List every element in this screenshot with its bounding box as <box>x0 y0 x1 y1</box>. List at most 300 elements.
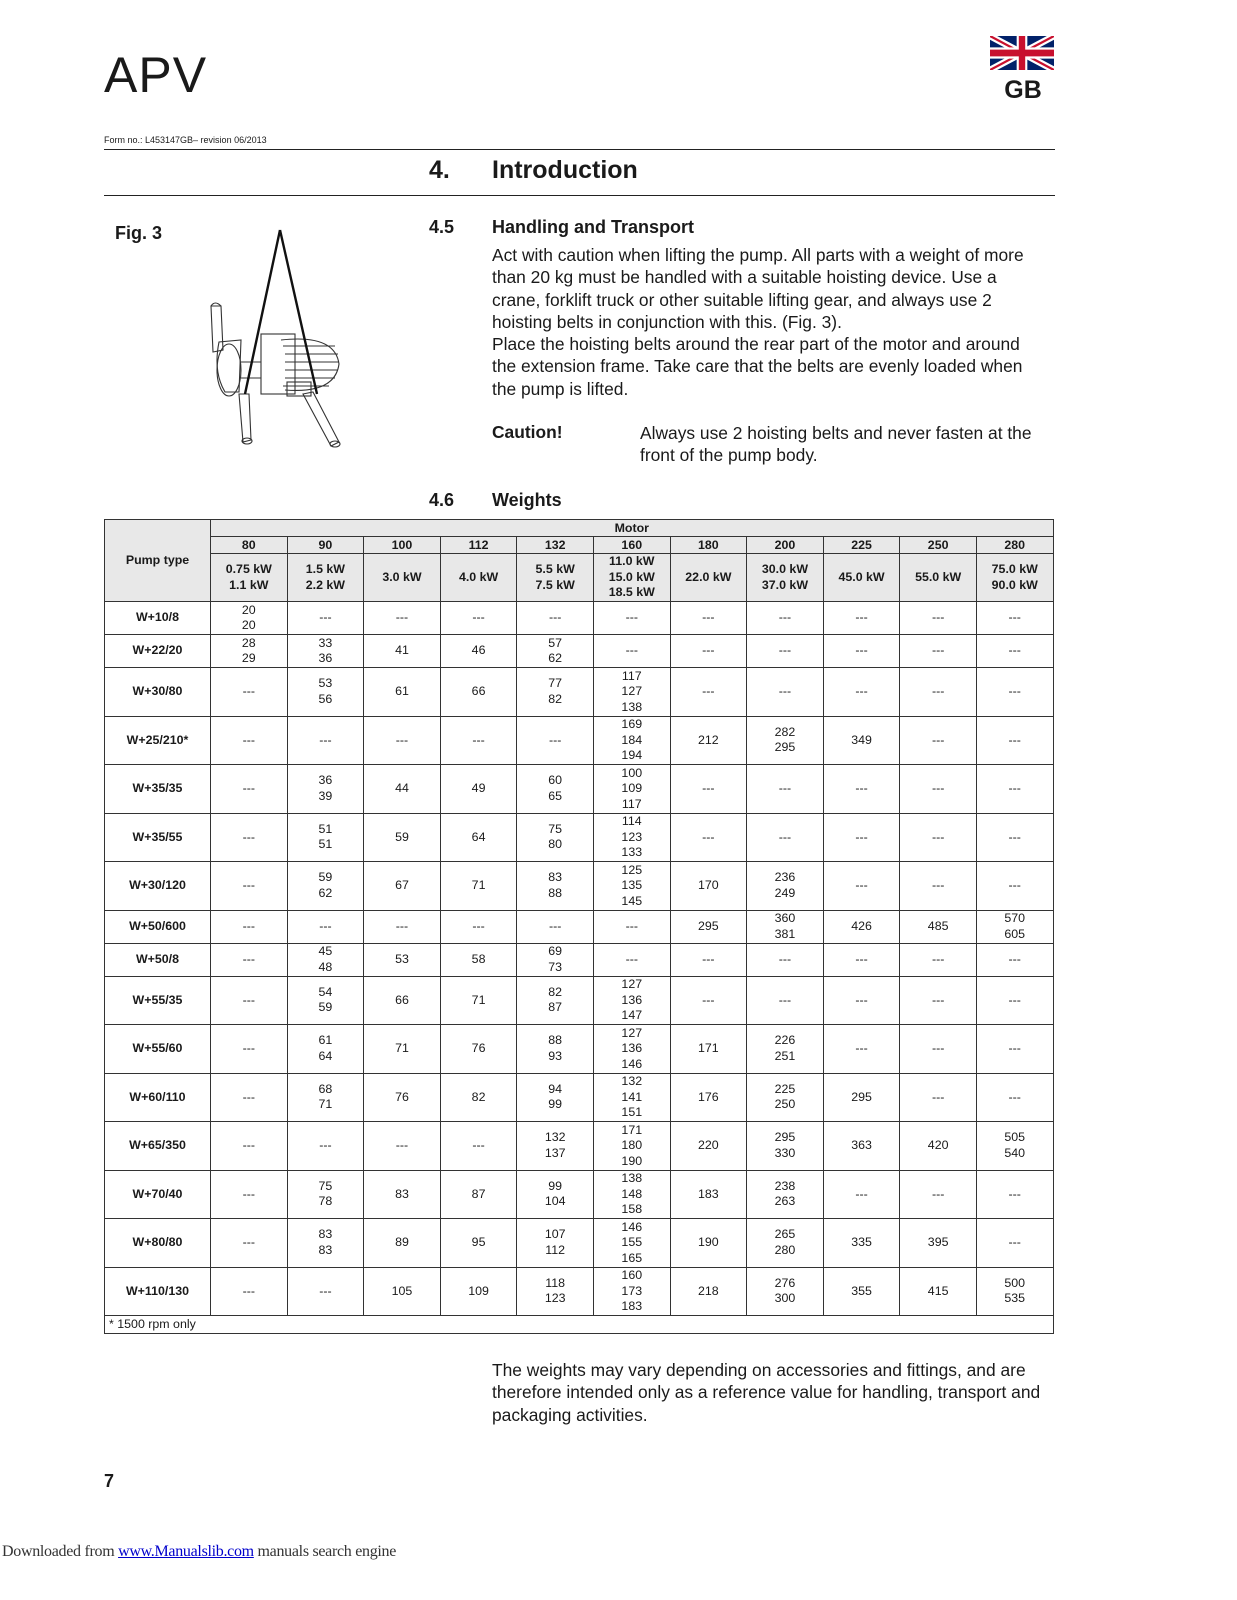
subsection-number-handling: 4.5 <box>429 217 455 237</box>
weight-value: 238 <box>774 1178 796 1193</box>
weight-value: 136 <box>621 992 643 1007</box>
weight-value: 53 <box>318 676 333 691</box>
weight-cell <box>440 602 517 635</box>
weight-cell <box>670 1025 747 1074</box>
weight-value: 133 <box>621 845 643 859</box>
weight-cell <box>747 716 824 765</box>
weight-cell <box>211 943 288 976</box>
weight-value: 127 <box>621 977 643 991</box>
weight-value: 183 <box>698 1186 719 1201</box>
weight-cell <box>287 1219 364 1268</box>
weight-value: 147 <box>621 1008 643 1022</box>
weight-value: --- <box>395 732 409 747</box>
weight-cell <box>593 635 670 668</box>
pump-type-cell: W+80/80 <box>105 1219 211 1268</box>
caution-label: Caution! <box>492 422 563 442</box>
weight-value: 112 <box>545 1242 566 1257</box>
weight-value: 184 <box>621 732 643 747</box>
weight-value: 44 <box>395 781 409 795</box>
weight-cell <box>440 1219 517 1268</box>
weight-cell <box>440 862 517 911</box>
weight-value: 76 <box>395 1089 409 1104</box>
weight-value: --- <box>242 951 255 966</box>
table-row <box>105 1025 1054 1074</box>
weight-cell <box>517 943 594 976</box>
weight-cell <box>517 1267 594 1316</box>
weight-cell <box>976 1122 1053 1171</box>
weight-cell <box>900 910 977 943</box>
weight-value: 87 <box>471 1186 486 1201</box>
weight-cell <box>287 813 364 862</box>
weight-value: --- <box>702 951 715 966</box>
weight-value: 190 <box>698 1235 719 1249</box>
pump-lifting-illustration <box>195 222 355 452</box>
weight-value: 51 <box>318 837 333 852</box>
weight-value: 82 <box>471 1089 486 1104</box>
weight-value: 194 <box>621 748 643 762</box>
weights-table <box>104 519 1054 1334</box>
weight-cell <box>517 765 594 814</box>
frame-size-cell: 280 <box>976 537 1053 554</box>
pump-type-cell: W+25/210* <box>105 716 211 765</box>
weight-value: --- <box>472 732 485 747</box>
weight-cell <box>593 602 670 635</box>
weight-value: --- <box>778 684 792 698</box>
weight-value: --- <box>1008 992 1021 1007</box>
weight-cell <box>976 716 1053 765</box>
weight-value: 360 <box>774 911 796 925</box>
weight-cell <box>670 1267 747 1316</box>
weight-cell <box>747 635 824 668</box>
weight-cell <box>364 602 441 635</box>
weight-value: 75 <box>318 1178 333 1193</box>
weight-cell <box>900 602 977 635</box>
weight-value: --- <box>1008 1089 1021 1104</box>
motor-header: Motor <box>211 520 1054 537</box>
pump-type-cell: W+50/8 <box>105 943 211 976</box>
weight-value: 88 <box>548 885 563 900</box>
frame-size-cell: 225 <box>823 537 900 554</box>
weight-value: 173 <box>621 1283 643 1298</box>
weight-cell <box>593 862 670 911</box>
weight-value: 280 <box>774 1242 796 1257</box>
weight-value: 83 <box>548 870 563 885</box>
weight-value: --- <box>395 918 409 933</box>
pump-type-cell: W+22/20 <box>105 635 211 668</box>
weight-cell <box>976 635 1053 668</box>
weight-value: 58 <box>471 951 486 966</box>
weight-value: 36 <box>318 773 333 788</box>
weight-cell <box>517 1219 594 1268</box>
weight-cell <box>287 635 364 668</box>
weight-value: --- <box>778 829 792 844</box>
weight-value: --- <box>625 951 638 966</box>
weight-value: 83 <box>318 1242 333 1257</box>
weight-value: --- <box>472 1138 485 1152</box>
weight-value: --- <box>548 732 562 747</box>
weight-value: 62 <box>318 885 333 900</box>
weight-cell <box>976 943 1053 976</box>
table-row <box>105 765 1054 814</box>
weight-cell <box>823 765 900 814</box>
weight-cell <box>900 1073 977 1122</box>
weight-value: --- <box>319 1138 332 1152</box>
weight-cell <box>287 668 364 717</box>
pump-type-cell: W+10/8 <box>105 602 211 635</box>
weight-value: 127 <box>621 1025 643 1040</box>
frame-size-cell: 180 <box>670 537 747 554</box>
weight-value: --- <box>242 1235 255 1249</box>
weight-cell <box>976 602 1053 635</box>
weight-cell <box>593 943 670 976</box>
weight-cell <box>976 1267 1053 1316</box>
weight-cell <box>823 1073 900 1122</box>
weight-cell <box>900 943 977 976</box>
weight-value: --- <box>702 992 715 1007</box>
weight-cell <box>593 668 670 717</box>
weight-value: --- <box>702 684 715 698</box>
weight-cell <box>900 716 977 765</box>
weight-value: 485 <box>927 918 949 933</box>
weight-cell <box>287 1170 364 1219</box>
pump-type-cell: W+50/600 <box>105 910 211 943</box>
power-value: 1.5 kW <box>305 562 346 576</box>
weight-value: --- <box>1008 1041 1021 1055</box>
power-cell <box>823 554 900 602</box>
table-row <box>105 668 1054 717</box>
weight-cell <box>823 635 900 668</box>
table-row <box>105 635 1054 668</box>
weight-value: --- <box>855 878 868 892</box>
power-cell <box>517 554 594 602</box>
weight-cell <box>593 765 670 814</box>
weight-value: 64 <box>471 829 486 844</box>
weight-value: 395 <box>927 1235 949 1249</box>
table-row <box>105 1122 1054 1171</box>
table-row <box>105 943 1054 976</box>
weight-value: --- <box>931 732 945 747</box>
weight-value: 49 <box>471 781 486 795</box>
weight-cell <box>517 1170 594 1219</box>
pump-type-header: Pump type <box>105 520 211 602</box>
weight-value: --- <box>931 643 945 658</box>
weight-value: 295 <box>774 740 796 755</box>
weight-cell <box>900 862 977 911</box>
weight-cell <box>440 668 517 717</box>
weight-value: 64 <box>318 1048 333 1063</box>
weight-value: 146 <box>621 1219 643 1234</box>
power-value: 4.0 kW <box>458 569 499 584</box>
weight-value: --- <box>931 610 945 625</box>
weight-value: 93 <box>548 1048 563 1063</box>
power-cell <box>976 554 1053 602</box>
weight-cell <box>823 602 900 635</box>
table-row <box>105 910 1054 943</box>
weight-value: --- <box>931 684 945 698</box>
power-value: 0.75 kW <box>225 562 272 576</box>
frame-size-cell: 112 <box>440 537 517 554</box>
weight-value: 60 <box>548 773 563 788</box>
weight-value: 89 <box>395 1235 409 1249</box>
weight-value: 118 <box>545 1275 566 1290</box>
weight-cell <box>670 813 747 862</box>
weight-cell <box>517 910 594 943</box>
weight-cell <box>364 668 441 717</box>
weight-cell <box>670 1122 747 1171</box>
weight-cell <box>976 1025 1053 1074</box>
weight-cell <box>670 1219 747 1268</box>
weight-value: 160 <box>621 1268 643 1282</box>
weight-value: --- <box>931 829 945 844</box>
table-row <box>105 716 1054 765</box>
weight-value: --- <box>1008 732 1021 747</box>
power-cell <box>900 554 977 602</box>
power-cell <box>440 554 517 602</box>
weights-note: The weights may vary depending on accessories and fittings, and are therefore intended only as a reference value for handling, transport and packaging activities. <box>492 1360 1041 1425</box>
weight-value: 46 <box>471 643 486 658</box>
weight-cell <box>747 813 824 862</box>
weight-cell <box>823 716 900 765</box>
weight-cell <box>900 813 977 862</box>
power-value: 55.0 kW <box>915 569 962 584</box>
weight-value: 138 <box>621 699 643 714</box>
weight-value: --- <box>931 878 945 892</box>
weight-cell <box>670 765 747 814</box>
weight-value: 94 <box>548 1081 563 1096</box>
pump-type-cell: W+60/110 <box>105 1073 211 1122</box>
weight-value: 171 <box>698 1041 719 1055</box>
weight-value: 99 <box>548 1178 563 1193</box>
weight-value: 127 <box>621 684 643 698</box>
weight-value: 132 <box>621 1074 643 1088</box>
weight-value: 61 <box>318 1033 333 1048</box>
power-value: 45.0 kW <box>838 569 885 584</box>
weight-value: 39 <box>318 788 333 803</box>
weight-value: 109 <box>468 1283 489 1298</box>
weight-value: --- <box>931 781 945 795</box>
pump-type-cell: W+35/55 <box>105 813 211 862</box>
language-code: GB <box>1004 76 1042 104</box>
weight-value: 87 <box>548 1000 563 1015</box>
weight-cell <box>211 668 288 717</box>
weight-value: 381 <box>774 926 796 941</box>
apv-logo: APV <box>104 47 208 103</box>
power-cell <box>670 554 747 602</box>
weight-cell <box>211 862 288 911</box>
weight-cell <box>976 813 1053 862</box>
pump-type-cell: W+110/130 <box>105 1267 211 1316</box>
weight-cell <box>287 1073 364 1122</box>
power-cell <box>593 554 670 602</box>
pump-type-cell: W+65/350 <box>105 1122 211 1171</box>
weight-value: 117 <box>621 668 642 683</box>
power-cell <box>364 554 441 602</box>
weight-value: 265 <box>774 1227 796 1242</box>
pump-type-cell: W+55/35 <box>105 976 211 1025</box>
weight-value: --- <box>319 610 332 625</box>
weight-value: 250 <box>774 1097 796 1112</box>
weight-cell <box>823 862 900 911</box>
weight-value: 71 <box>318 1097 333 1112</box>
weight-cell <box>440 1073 517 1122</box>
weight-value: 54 <box>318 984 333 999</box>
weight-cell <box>823 813 900 862</box>
table-row <box>105 862 1054 911</box>
weight-cell <box>287 943 364 976</box>
weight-cell <box>211 765 288 814</box>
weight-cell <box>670 716 747 765</box>
weight-cell <box>900 1219 977 1268</box>
weight-value: 282 <box>774 724 796 739</box>
weight-value: 151 <box>621 1105 643 1119</box>
weight-value: --- <box>855 951 868 966</box>
weight-value: 80 <box>548 837 563 852</box>
weight-value: --- <box>931 1186 945 1201</box>
weight-value: 53 <box>395 951 409 966</box>
weight-value: 420 <box>927 1138 949 1152</box>
weight-value: 59 <box>318 1000 333 1015</box>
frame-size-cell: 250 <box>900 537 977 554</box>
weight-cell <box>364 1267 441 1316</box>
weight-value: --- <box>778 610 792 625</box>
weight-cell <box>747 602 824 635</box>
weight-cell <box>364 910 441 943</box>
weight-cell <box>593 1219 670 1268</box>
weight-cell <box>364 716 441 765</box>
weight-cell <box>976 1219 1053 1268</box>
form-number: Form no.: L453147GB– revision 06/2013 <box>104 135 267 145</box>
weight-cell <box>670 910 747 943</box>
weight-value: 300 <box>774 1291 796 1306</box>
weight-value: 183 <box>621 1299 643 1313</box>
weight-value: 125 <box>621 862 643 877</box>
weight-value: 169 <box>621 717 643 731</box>
weight-cell <box>211 716 288 765</box>
weight-value: 146 <box>621 1056 643 1071</box>
power-row <box>105 554 1054 602</box>
weight-value: --- <box>931 992 945 1007</box>
weight-value: 71 <box>471 878 486 892</box>
weight-value: 171 <box>621 1122 643 1137</box>
header-rule-bottom <box>104 195 1055 196</box>
weight-cell <box>670 602 747 635</box>
weight-value: 180 <box>621 1138 643 1152</box>
weight-value: --- <box>855 610 868 625</box>
weight-value: --- <box>625 610 638 625</box>
weight-cell <box>747 1219 824 1268</box>
weight-value: --- <box>1008 684 1021 698</box>
power-value: 30.0 kW <box>761 562 809 576</box>
frame-size-cell: 90 <box>287 537 364 554</box>
weight-value: --- <box>319 732 332 747</box>
weight-value: 137 <box>544 1145 566 1160</box>
table-row <box>105 1219 1054 1268</box>
pump-type-cell: W+30/80 <box>105 668 211 717</box>
table-row <box>105 602 1054 635</box>
weight-value: 51 <box>318 821 333 836</box>
weight-value: 99 <box>548 1097 563 1112</box>
download-footer <box>2 1543 396 1561</box>
weight-value: --- <box>625 918 638 933</box>
weight-cell <box>670 1073 747 1122</box>
weight-cell <box>593 1122 670 1171</box>
weight-cell <box>440 1122 517 1171</box>
weight-cell <box>670 668 747 717</box>
power-value: 90.0 kW <box>991 577 1038 592</box>
weight-value: --- <box>931 1041 945 1055</box>
weight-value: 148 <box>621 1186 643 1201</box>
weight-value: 66 <box>395 992 409 1007</box>
frame-size-cell: 80 <box>211 537 288 554</box>
weight-value: 145 <box>621 893 643 908</box>
weight-cell <box>900 635 977 668</box>
weight-value: 56 <box>318 691 333 706</box>
weight-value: --- <box>242 1138 255 1152</box>
power-value: 1.1 kW <box>229 577 269 592</box>
weight-value: 100 <box>621 765 643 780</box>
weight-cell <box>517 813 594 862</box>
weight-value: --- <box>242 878 255 892</box>
weight-value: --- <box>778 781 792 795</box>
weight-value: 62 <box>548 651 563 665</box>
handling-paragraph: Act with caution when lifting the pump. All parts with a weight of more than 20 kg must be handled with a suitable hoisting device. Use a crane, forklift truck or other suitable lifting gear, and always use 2 hoisting belts in conjunction with this. (Fig. 3). <box>492 245 1024 332</box>
power-value: 37.0 kW <box>761 577 809 592</box>
figure-label: Fig. 3 <box>115 223 163 243</box>
weight-cell <box>211 1122 288 1171</box>
weight-cell <box>823 1025 900 1074</box>
pump-type-cell: W+30/120 <box>105 862 211 911</box>
weight-value: 295 <box>851 1089 872 1104</box>
weight-value: 66 <box>471 684 486 698</box>
weight-value: --- <box>395 610 409 625</box>
weight-value: 295 <box>698 918 719 933</box>
weight-value: 276 <box>774 1275 796 1290</box>
caution-text: Always use 2 hoisting belts and never fasten at the front of the pump body. <box>640 423 1032 466</box>
weight-value: 107 <box>544 1227 566 1242</box>
weight-value: --- <box>1008 1186 1021 1201</box>
weight-cell <box>440 1170 517 1219</box>
table-row <box>105 1073 1054 1122</box>
weight-cell <box>900 668 977 717</box>
weight-cell <box>976 1073 1053 1122</box>
weight-value: 117 <box>621 796 642 811</box>
weight-cell <box>211 1170 288 1219</box>
weight-value: --- <box>242 992 255 1007</box>
weight-value: 59 <box>318 870 333 885</box>
weight-cell <box>364 1025 441 1074</box>
weight-cell <box>747 1025 824 1074</box>
weight-cell <box>440 910 517 943</box>
weight-value: --- <box>931 1089 945 1104</box>
weight-cell <box>976 668 1053 717</box>
weight-value: --- <box>548 918 562 933</box>
frame-size-cell: 132 <box>517 537 594 554</box>
weight-cell <box>440 716 517 765</box>
weight-value: --- <box>472 918 485 933</box>
weight-value: 71 <box>395 1041 409 1055</box>
weight-value: 138 <box>621 1171 643 1185</box>
weight-cell <box>823 1219 900 1268</box>
weight-value: 20 <box>241 602 256 617</box>
weight-value: 176 <box>698 1089 719 1104</box>
manualslib-link[interactable]: www.Manualslib.com <box>118 1543 254 1560</box>
weight-value: --- <box>702 610 715 625</box>
weight-cell <box>823 1122 900 1171</box>
weight-cell <box>900 976 977 1025</box>
weight-cell <box>364 1170 441 1219</box>
weight-value: --- <box>1008 951 1021 966</box>
weight-value: --- <box>242 684 255 698</box>
